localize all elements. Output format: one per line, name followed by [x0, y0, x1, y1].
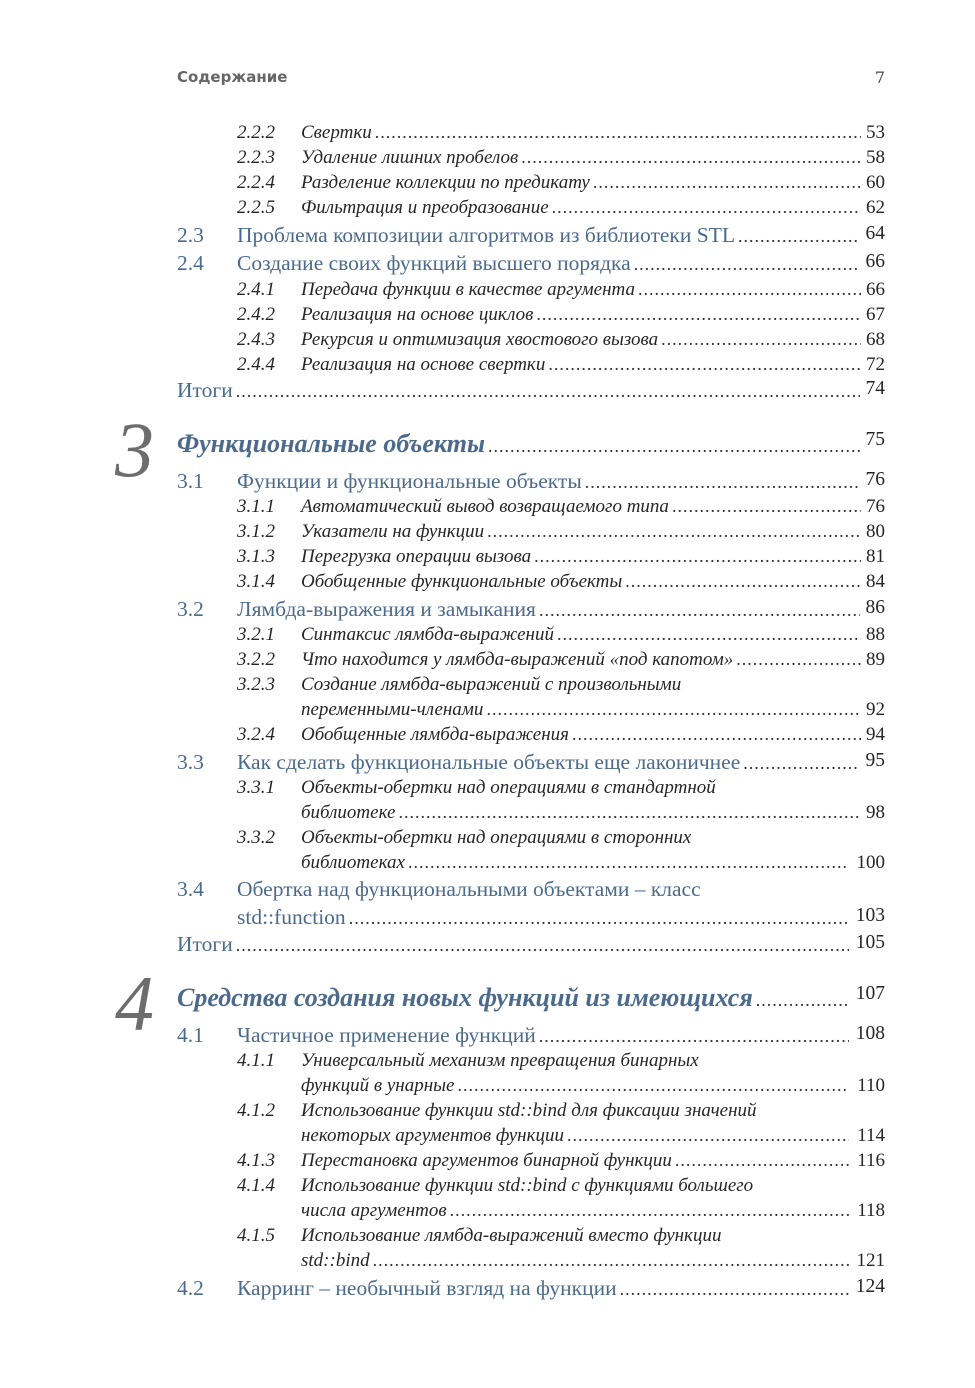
toc-entry-sub[interactable] [0, 329, 975, 356]
entry-title: Обертка над функциональными объектами – класс [237, 876, 701, 901]
entry-title-wrap [301, 1100, 885, 1122]
entry-title-wrap [177, 983, 852, 1013]
entry-number: 3.3.1 [237, 777, 275, 798]
entry-number: 3.2.3 [237, 674, 275, 695]
entry-title-wrap [301, 1050, 885, 1072]
dot-leader [572, 724, 861, 745]
header-title: Содержание [177, 68, 288, 86]
entry-title: Реализация на основе циклов [301, 304, 534, 325]
entry-title: Рекурсия и оптимизация хвостового вызова [301, 329, 659, 350]
entry-title: Частичное применение функций [237, 1022, 536, 1047]
toc-entry-sub[interactable] [0, 1050, 975, 1077]
entry-title: Создание своих функций высшего порядка [237, 250, 631, 275]
entry-page-number: 86 [865, 596, 885, 618]
toc-entry-continuation[interactable] [0, 852, 975, 879]
entry-title-wrap [301, 1225, 885, 1247]
chapter-number-large: 4 [115, 960, 154, 1047]
entry-page-number: 81 [866, 546, 885, 567]
dot-leader [743, 753, 860, 774]
dot-leader [236, 381, 860, 402]
entry-title-wrap [301, 649, 864, 671]
dot-leader [557, 624, 861, 645]
entry-title-wrap [301, 624, 864, 646]
dot-leader [408, 852, 849, 873]
toc-entry-sub[interactable] [0, 521, 975, 548]
dot-leader [625, 571, 861, 592]
toc-entry-sub[interactable] [0, 147, 975, 174]
entry-title-wrap [301, 1175, 885, 1197]
entry-title: Передача функции в качестве аргумента [301, 279, 635, 300]
entry-title-continued: числа аргументов [301, 1200, 447, 1221]
dot-leader [738, 226, 860, 247]
entry-title-wrap [301, 546, 864, 568]
entry-number: 4.1.5 [237, 1225, 275, 1246]
entry-title: Автоматический вывод возвращаемого типа [301, 496, 669, 517]
toc-entry-sum[interactable] [0, 932, 975, 962]
entry-title: Карринг – необычный взгляд на функции [237, 1275, 617, 1300]
entry-title: Как сделать функциональные объекты еще лаконичнее [237, 749, 741, 774]
entry-page-number: 53 [866, 122, 885, 143]
entry-page-number: 58 [866, 147, 885, 168]
entry-title-wrap [301, 827, 885, 849]
entry-title-wrap [237, 223, 863, 248]
dot-leader [548, 354, 861, 375]
entry-number: 3.3 [177, 749, 204, 774]
entry-title-wrap [301, 724, 864, 746]
dot-leader [536, 304, 861, 325]
dot-leader [486, 699, 860, 720]
header-page-number: 7 [874, 68, 885, 87]
entry-title-wrap [301, 571, 864, 593]
toc-entry-continuation[interactable] [0, 1125, 975, 1152]
entry-number: 4.1.1 [237, 1050, 275, 1071]
entry-number: 2.4.4 [237, 354, 275, 375]
toc-entry-sec[interactable] [0, 877, 975, 907]
toc-entry-sub[interactable] [0, 1225, 975, 1252]
entry-page-number: 72 [866, 354, 885, 375]
entry-title: Итоги [177, 377, 233, 402]
toc-entry-continuation[interactable] [0, 1075, 975, 1102]
entry-title-wrap [301, 122, 864, 144]
dot-leader [736, 649, 861, 670]
entry-number: 2.2.4 [237, 172, 275, 193]
entry-title-wrap [237, 1276, 852, 1301]
toc-entry-chap[interactable] [0, 983, 975, 1017]
entry-title-continued: библиотеке [301, 802, 396, 823]
dot-leader [373, 1250, 849, 1271]
entry-title: Синтаксис лямбда-выражений [301, 624, 554, 645]
entry-title-wrap [237, 877, 885, 902]
entry-page-number: 64 [865, 222, 885, 244]
entry-title-wrap [237, 597, 863, 622]
entry-page-number: 110 [857, 1075, 885, 1096]
entry-title: Объекты-обертки над операциями в стандартной [301, 777, 716, 798]
toc-entry-continuation[interactable] [0, 1250, 975, 1277]
toc-entry-continuation[interactable] [0, 802, 975, 829]
toc-entry-sub[interactable] [0, 724, 975, 751]
toc-entry-sec[interactable] [0, 251, 975, 281]
entry-title-wrap [237, 251, 863, 276]
entry-page-number: 66 [866, 279, 885, 300]
entry-number: 3.1.4 [237, 571, 275, 592]
entry-title-wrap [177, 429, 863, 459]
entry-page-number: 89 [866, 649, 885, 670]
entry-title: Итоги [177, 931, 233, 956]
entry-title-wrap [301, 1150, 854, 1172]
entry-number: 3.1.2 [237, 521, 275, 542]
dot-leader [634, 254, 860, 275]
toc-entry-sub[interactable] [0, 172, 975, 199]
toc-entry-sub[interactable] [0, 496, 975, 523]
dot-leader [672, 496, 861, 517]
entry-title: Создание лямбда-выражений с произвольными [301, 674, 682, 695]
entry-title: Функциональные объекты [177, 429, 486, 458]
dot-leader [236, 935, 849, 956]
entry-title: Удаление лишних пробелов [301, 147, 519, 168]
entry-title-continued: некоторых аргументов функции [301, 1125, 564, 1146]
toc-entry-continuation[interactable] [0, 699, 975, 726]
entry-page-number: 114 [857, 1125, 885, 1146]
dot-leader [661, 329, 861, 350]
entry-page-number: 80 [866, 521, 885, 542]
dot-leader [457, 1075, 849, 1096]
entry-title-continued: std::function [237, 904, 346, 929]
entry-page-number: 94 [866, 724, 885, 745]
toc-entry-sub[interactable] [0, 122, 975, 149]
entry-title-wrap [301, 1250, 852, 1272]
entry-title: Что находится у лямбда-выражений «под капотом» [301, 649, 734, 670]
entry-number: 3.2.4 [237, 724, 275, 745]
dot-leader [539, 600, 860, 621]
dot-leader [567, 1125, 849, 1146]
entry-title-wrap [301, 304, 864, 326]
toc-entry-continuation[interactable] [0, 1200, 975, 1227]
entry-title-wrap [301, 147, 864, 169]
entry-title: Лямбда-выражения и замыкания [237, 596, 536, 621]
entry-number: 4.1.4 [237, 1175, 275, 1196]
toc-entry-sub[interactable] [0, 674, 975, 701]
entry-number: 2.2.3 [237, 147, 275, 168]
toc-entry-sub[interactable] [0, 1150, 975, 1177]
entry-title-wrap [301, 777, 885, 799]
entry-title: Указатели на функции [301, 521, 485, 542]
toc-entry-sub[interactable] [0, 571, 975, 598]
dot-leader [375, 122, 861, 143]
entry-title-wrap [237, 469, 863, 494]
entry-title: Реализация на основе свертки [301, 354, 546, 375]
entry-title-wrap [301, 1200, 852, 1222]
entry-title-wrap [301, 172, 864, 194]
toc-entry-sub[interactable] [0, 1100, 975, 1127]
entry-page-number: 121 [856, 1250, 885, 1271]
entry-number: 3.1.1 [237, 496, 275, 517]
entry-number: 4.1.2 [237, 1100, 275, 1121]
entry-title-wrap [237, 905, 852, 930]
dot-leader [638, 279, 861, 300]
toc-entry-chap[interactable] [0, 429, 975, 463]
entry-title: Использование функции std::bind с функциями большего [301, 1175, 754, 1196]
entry-number: 2.4.1 [237, 279, 275, 300]
entry-page-number: 68 [866, 329, 885, 350]
entry-number: 3.2.1 [237, 624, 275, 645]
entry-title: Использование функции std::bind для фиксации значений [301, 1100, 757, 1121]
toc-entry-sum[interactable] [0, 378, 975, 408]
dot-leader [534, 546, 861, 567]
entry-title: Обобщенные лямбда-выражения [301, 724, 569, 745]
entry-number: 2.2.2 [237, 122, 275, 143]
entry-title-wrap [177, 378, 863, 403]
entry-number: 4.1.3 [237, 1150, 275, 1171]
entry-number: 3.3.2 [237, 827, 275, 848]
toc-entry-sub[interactable] [0, 197, 975, 224]
dot-leader [521, 147, 861, 168]
entry-number: 2.4.2 [237, 304, 275, 325]
dot-leader [349, 908, 849, 929]
entry-title-wrap [301, 521, 864, 543]
entry-title-wrap [301, 802, 863, 824]
entry-number: 4.1 [177, 1022, 204, 1047]
entry-page-number: 60 [866, 172, 885, 193]
toc-entry-sub[interactable] [0, 624, 975, 651]
toc-entry-sec[interactable] [0, 223, 975, 253]
toc-entry-sec[interactable] [0, 1276, 975, 1306]
entry-title-wrap [237, 750, 863, 775]
entry-page-number: 116 [857, 1150, 885, 1171]
toc-entry-continuation[interactable] [0, 905, 975, 935]
toc-entry-sec[interactable] [0, 750, 975, 780]
entry-number: 2.3 [177, 222, 204, 247]
dot-leader [620, 1279, 849, 1300]
dot-leader [593, 172, 861, 193]
entry-page-number: 62 [866, 197, 885, 218]
entry-title: Перестановка аргументов бинарной функции [301, 1150, 672, 1171]
entry-page-number: 75 [865, 429, 885, 450]
entry-title: Обобщенные функциональные объекты [301, 571, 623, 592]
entry-number: 2.4.3 [237, 329, 275, 350]
entry-title-wrap [301, 674, 885, 696]
entry-number: 2.2.5 [237, 197, 275, 218]
entry-title-continued: переменными-членами [301, 699, 484, 720]
entry-page-number: 88 [866, 624, 885, 645]
entry-title: Перегрузка операции вызова [301, 546, 532, 567]
entry-page-number: 124 [855, 1275, 885, 1297]
entry-number: 3.2.2 [237, 649, 275, 670]
entry-title: Фильтрация и преобразование [301, 197, 549, 218]
entry-title: Проблема композиции алгоритмов из библиотеки STL [237, 222, 735, 247]
toc-entry-sub[interactable] [0, 279, 975, 306]
entry-title-wrap [301, 1125, 852, 1147]
entry-number: 3.1.3 [237, 546, 275, 567]
entry-title-wrap [301, 329, 864, 351]
entry-title-wrap [301, 354, 864, 376]
toc-entry-sec[interactable] [0, 469, 975, 499]
toc-entry-sub[interactable] [0, 1175, 975, 1202]
dot-leader [585, 472, 860, 493]
entry-title: Свертки [301, 122, 372, 143]
entry-page-number: 66 [865, 250, 885, 272]
dot-leader [398, 802, 860, 823]
entry-page-number: 105 [855, 931, 885, 953]
toc-entry-sub[interactable] [0, 304, 975, 331]
dot-leader [488, 436, 860, 457]
dot-leader [450, 1200, 849, 1221]
entry-number: 3.4 [177, 876, 204, 901]
entry-title-wrap [301, 197, 864, 219]
entry-number: 2.4 [177, 250, 204, 275]
toc-entry-sub[interactable] [0, 777, 975, 804]
entry-title: Средства создания новых функций из имеющихся [177, 983, 753, 1012]
entry-page-number: 84 [866, 571, 885, 592]
entry-title: Использование лямбда-выражений вместо функции [301, 1225, 722, 1246]
entry-title-wrap [301, 852, 852, 874]
entry-page-number: 74 [865, 377, 885, 399]
entry-number: 3.2 [177, 596, 204, 621]
entry-title: Объекты-обертки над операциями в сторонних [301, 827, 692, 848]
entry-title-continued: функций в унарные [301, 1075, 455, 1096]
dot-leader [675, 1150, 851, 1171]
entry-page-number: 98 [866, 802, 885, 823]
entry-title-wrap [237, 1023, 852, 1048]
toc-entry-sec[interactable] [0, 1023, 975, 1053]
entry-page-number: 118 [857, 1200, 885, 1221]
entry-page-number: 103 [855, 904, 885, 926]
dot-leader [539, 1026, 849, 1047]
entry-title: Разделение коллекции по предикату [301, 172, 590, 193]
entry-page-number: 92 [866, 699, 885, 720]
toc-entry-sub[interactable] [0, 827, 975, 854]
entry-title-continued: библиотеках [301, 852, 405, 873]
chapter-number-large: 3 [115, 406, 154, 493]
entry-page-number: 100 [856, 852, 885, 873]
dot-leader [487, 521, 861, 542]
entry-title-wrap [177, 932, 852, 957]
toc-entry-sec[interactable] [0, 597, 975, 627]
entry-title: Универсальный механизм превращения бинарных [301, 1050, 699, 1071]
entry-page-number: 67 [866, 304, 885, 325]
entry-title-wrap [301, 699, 863, 721]
dot-leader [756, 990, 849, 1011]
entry-title-wrap [301, 496, 864, 518]
toc-entry-sub[interactable] [0, 546, 975, 573]
entry-page-number: 76 [866, 496, 885, 517]
entry-page-number: 108 [855, 1022, 885, 1044]
entry-number: 4.2 [177, 1275, 204, 1300]
entry-title: Функции и функциональные объекты [237, 468, 582, 493]
entry-number: 3.1 [177, 468, 204, 493]
entry-title-wrap [301, 1075, 852, 1097]
entry-page-number: 107 [855, 983, 885, 1004]
dot-leader [552, 197, 861, 218]
toc-entry-sub[interactable] [0, 649, 975, 676]
entry-title-wrap [301, 279, 864, 301]
entry-title-continued: std::bind [301, 1250, 370, 1271]
entry-page-number: 76 [865, 468, 885, 490]
entry-page-number: 95 [865, 749, 885, 771]
